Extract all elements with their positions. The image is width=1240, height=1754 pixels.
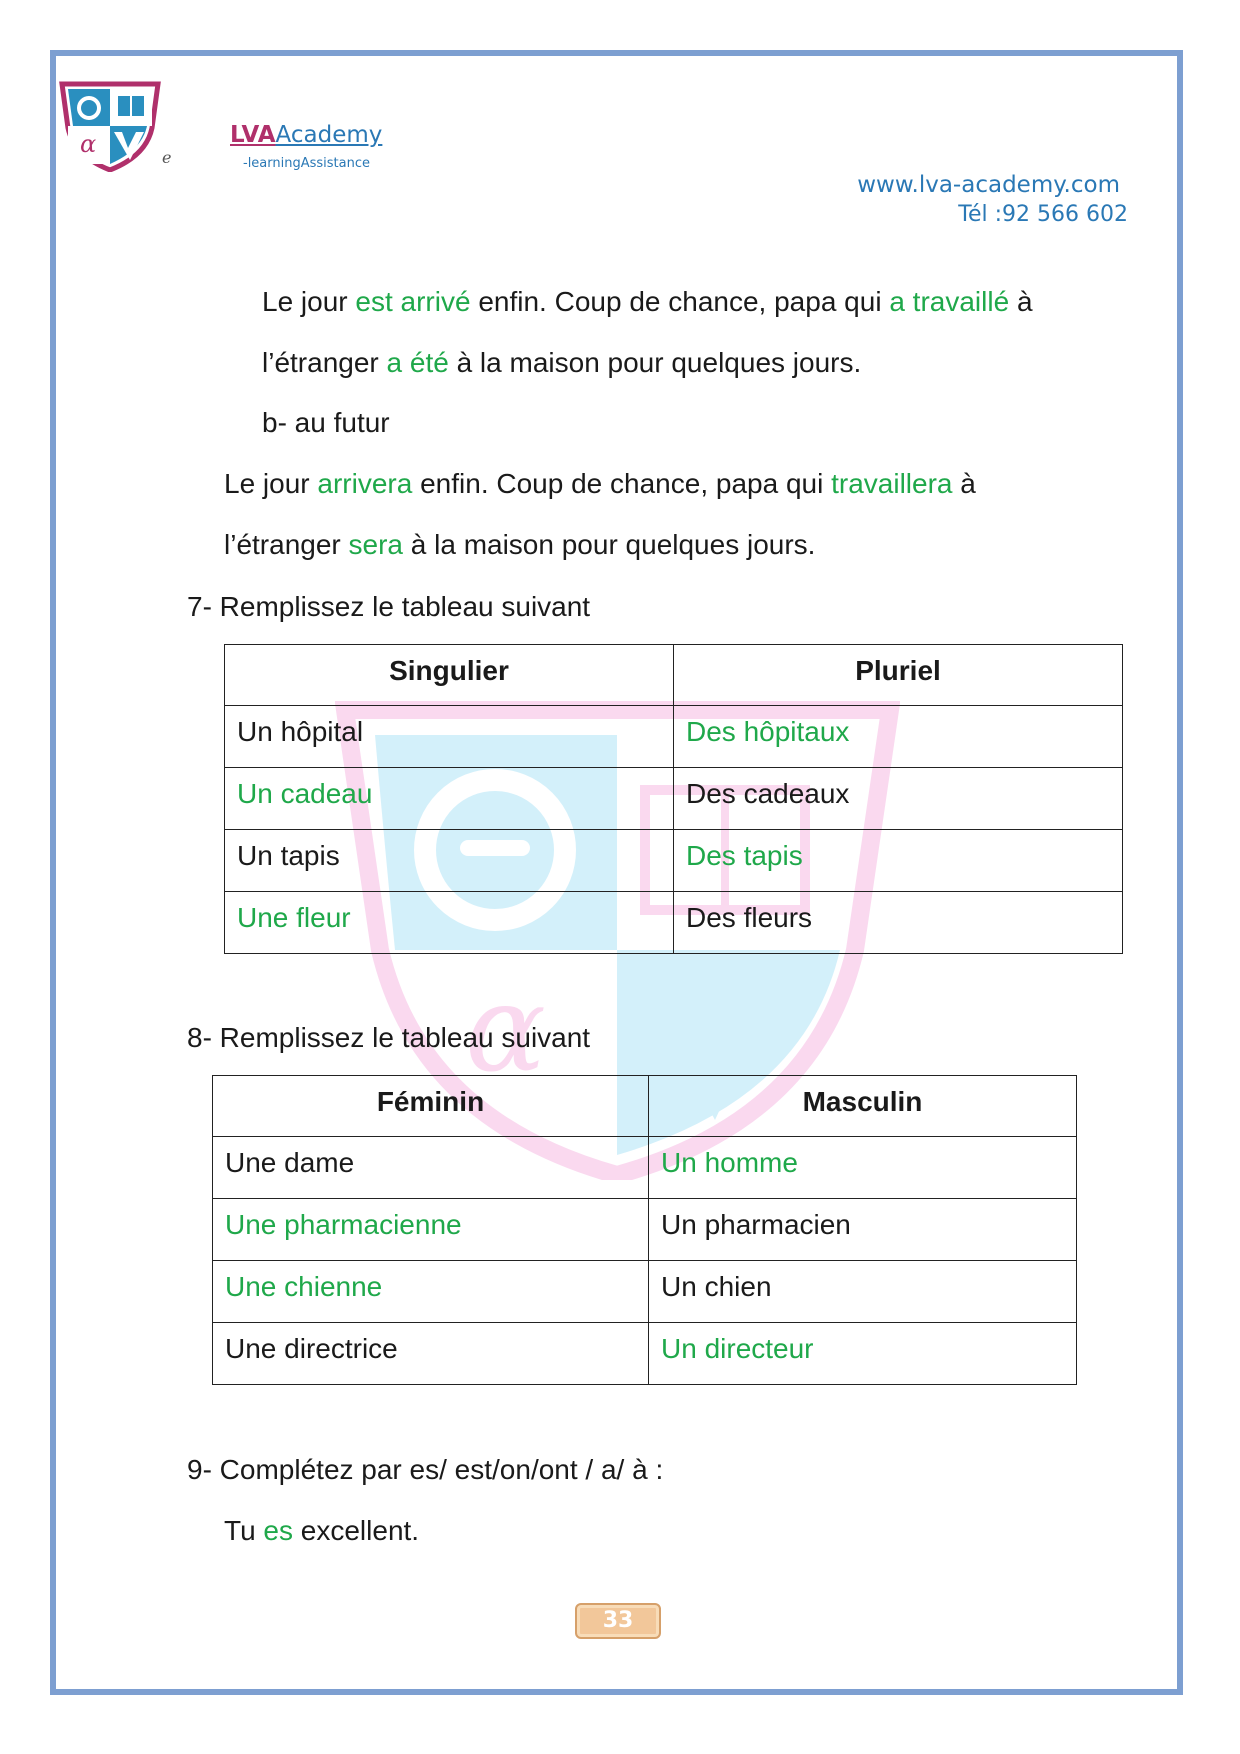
table-row [213,1261,1077,1323]
answer-cell: Une chienne [213,1261,649,1323]
svg-text:α: α [465,960,547,1099]
column-header: Pluriel [674,645,1123,706]
table-cell: Une dame [213,1137,649,1199]
feminine-masculine-table [212,1075,1077,1385]
answer-verb: travaillera [831,468,953,499]
answer-cell: Un directeur [649,1323,1077,1385]
table-cell: Des fleurs [674,892,1123,954]
answer-cell: Une pharmacienne [213,1199,649,1261]
answer-cell: Un cadeau [225,768,674,830]
answer-verb: arrivera [317,468,413,499]
answer-word: es [263,1515,293,1546]
table-row [225,768,1123,830]
table-header-row [225,645,1123,706]
past-passage-line-2: l’étranger a été à la maison pour quelques jours. [262,347,862,378]
exercise-9-sentence-1: Tu es excellent. [224,1515,420,1546]
table-row [225,892,1123,954]
exercise-9-title: 9- Complétez par es/ est/on/ont / a/ à : [187,1454,664,1485]
brand-academy: Academy [275,122,383,148]
table-row [213,1199,1077,1261]
answer-cell: Des hôpitaux [674,706,1123,768]
phone-number: Tél :92 566 602 [958,202,1128,227]
column-header: Singulier [225,645,674,706]
future-passage-line-2: l’étranger sera à la maison pour quelques jours. [224,529,816,560]
future-passage-line-1: Le jour arrivera enfin. Coup de chance, papa qui travaillera à [224,468,976,499]
column-header: Masculin [649,1076,1077,1137]
exercise-8-title: 8- Remplissez le tableau suivant [187,1022,591,1053]
table-cell: Un hôpital [225,706,674,768]
table-cell: Un tapis [225,830,674,892]
answer-verb: sera [348,529,403,560]
future-heading: b- au futur [262,407,390,438]
table-row [225,830,1123,892]
exercise-7-title: 7- Remplissez le tableau suivant [187,591,591,622]
table-cell: Un pharmacien [649,1199,1077,1261]
brand-tagline: -learningAssistance [243,156,370,171]
table-row [213,1323,1077,1385]
singular-plural-table [224,644,1123,954]
table-row [213,1137,1077,1199]
svg-text:α: α [80,130,97,158]
website-url: www.lva-academy.com [857,172,1120,198]
answer-cell: Un homme [649,1137,1077,1199]
table-cell: Une directrice [213,1323,649,1385]
past-passage-line-1: Le jour est arrivé enfin. Coup de chance, papa qui a travaillé à [262,286,1033,317]
table-header-row [213,1076,1077,1137]
table-cell: Un chien [649,1261,1077,1323]
lva-shield-logo [56,80,164,172]
answer-verb: a travaillé [889,286,1010,317]
answer-verb: a été [386,347,449,378]
brand-name [230,122,382,148]
table-row [225,706,1123,768]
column-header: Féminin [213,1076,649,1137]
answer-cell: Une fleur [225,892,674,954]
table-cell: Des cadeaux [674,768,1123,830]
answer-cell: Des tapis [674,830,1123,892]
brand-lva: LVA [230,122,276,148]
page-number: 33 [575,1603,661,1639]
logo-mark: e [162,148,172,167]
answer-verb: est arrivé [355,286,471,317]
